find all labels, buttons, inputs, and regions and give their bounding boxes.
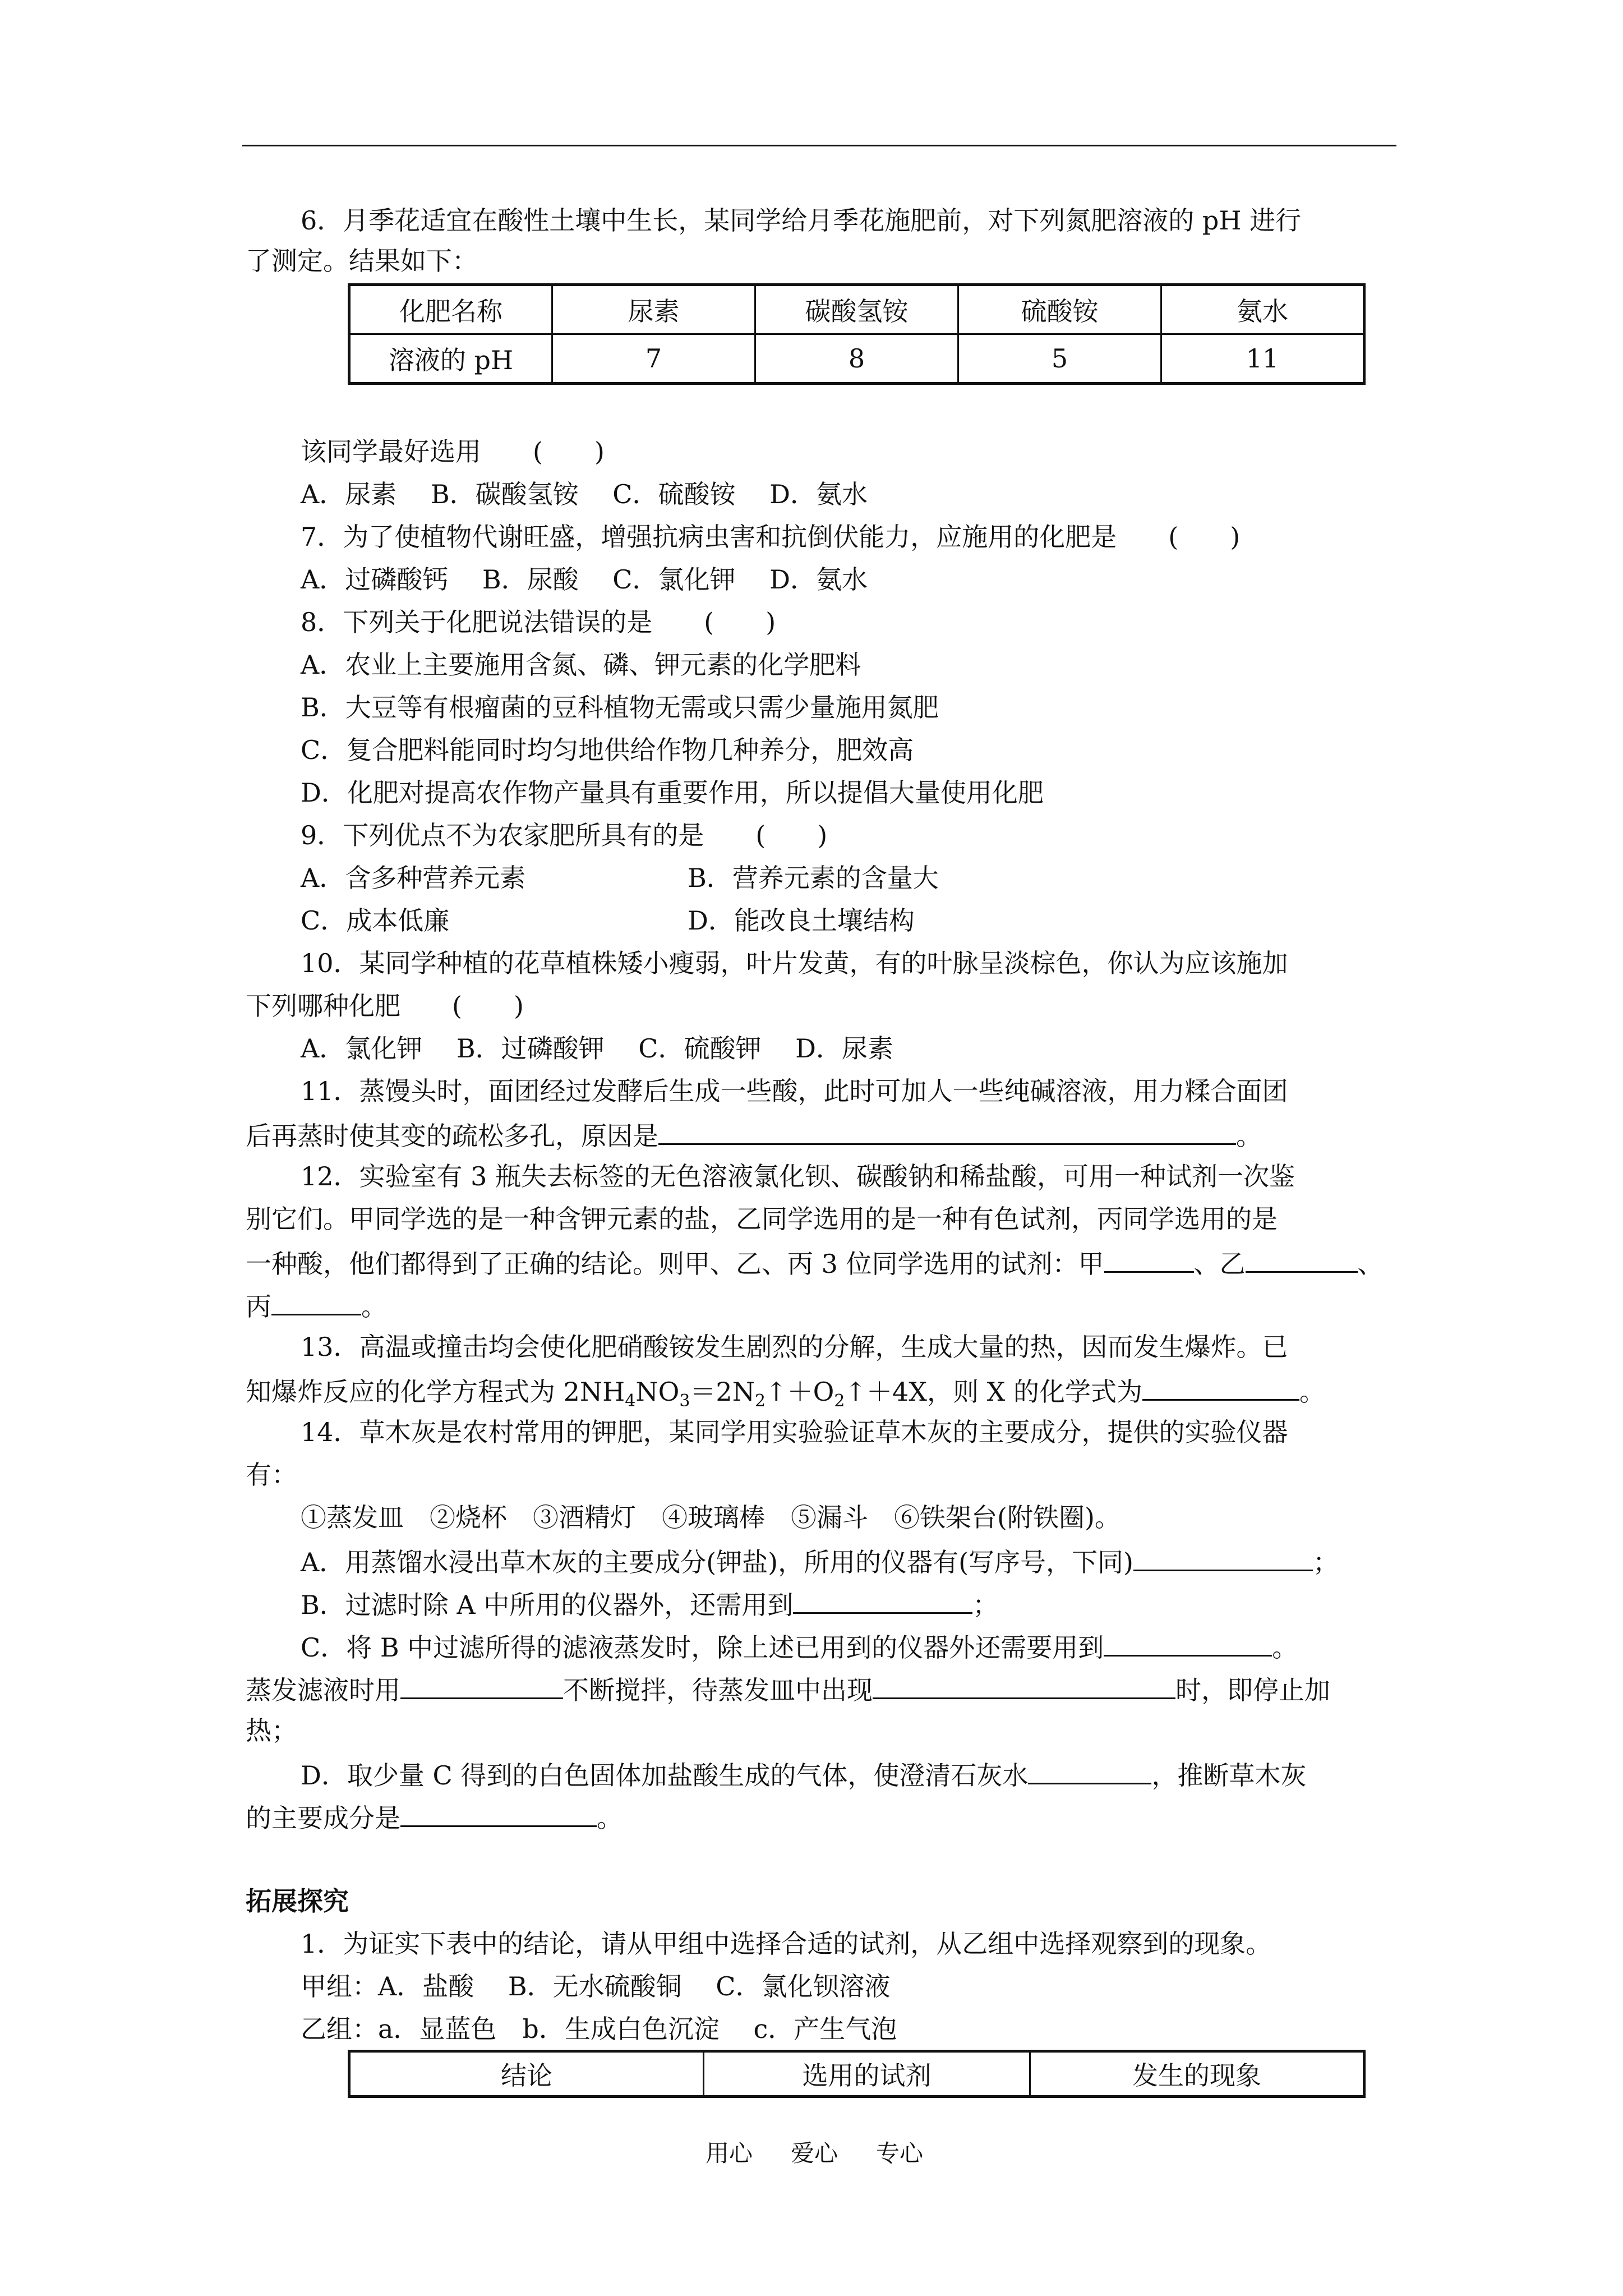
answer-blank[interactable] — [400, 1675, 563, 1699]
table-header: 选用的试剂 — [704, 2051, 1030, 2097]
q14-line1: 14．草木灰是农村常用的钾肥，某同学用实验验证草木灰的主要成分，提供的实验仪器 — [301, 1417, 1288, 1447]
q6-line2: 了测定。结果如下： — [246, 246, 478, 276]
expand-q1: 1．为证实下表中的结论，请从甲组中选择合适的试剂，从乙组中选择观察到的现象。 — [301, 1929, 1272, 1959]
table-cell: 溶液的 pH — [349, 334, 552, 384]
q9-line1: 9．下列优点不为农家肥所具有的是 ( ) — [301, 820, 828, 850]
table-row — [349, 2051, 1364, 2097]
footer-text-3: 专心 — [876, 2139, 924, 2167]
answer-blank[interactable] — [873, 1675, 1175, 1699]
header-rule — [242, 145, 1396, 146]
q8-option-b: B．大豆等有根瘤菌的豆科植物无需或只需少量施用氮肥 — [301, 692, 939, 723]
q14-line2: 有： — [246, 1460, 297, 1490]
answer-blank-bing[interactable] — [271, 1291, 361, 1315]
q11-line2: 后再蒸时使其变的疏松多孔，原因是 。 — [246, 1121, 1262, 1151]
answer-blank-yi[interactable] — [1246, 1249, 1358, 1273]
q8-option-d: D．化肥对提高农作物产量具有重要作用，所以提倡大量使用化肥 — [301, 777, 1044, 808]
answer-blank[interactable] — [793, 1590, 972, 1614]
table-cell: 8 — [755, 334, 958, 384]
footer-text-2: 爱心 — [791, 2139, 838, 2167]
q9-option-b: B．营养元素的含量大 — [688, 863, 939, 893]
table-cell: 碳酸氢铵 — [755, 285, 958, 334]
q7-options: A．过磷酸钙 B．尿酸 C．氯化钾 D．氨水 — [301, 564, 868, 595]
table-cell: 尿素 — [552, 285, 755, 334]
answer-blank[interactable] — [1133, 1547, 1313, 1571]
conclusion-table — [348, 2050, 1366, 2098]
q13-line1: 13．高温或撞击均会使化肥硝酸铵发生剧烈的分解，生成大量的热，因而发生爆炸。已 — [301, 1332, 1288, 1362]
group-jia: 甲组：A．盐酸 B．无水硫酸铜 C．氯化钡溶液 — [301, 1971, 891, 2001]
q14-part-c-line3: 热； — [246, 1715, 297, 1746]
table-header: 结论 — [349, 2051, 704, 2097]
q10-line1: 10．某同学种植的花草植株矮小瘦弱，叶片发黄，有的叶脉呈淡棕色，你认为应该施加 — [301, 948, 1288, 978]
q14-part-d-line2: 的主要成分是 。 — [246, 1803, 623, 1833]
q11-line1: 11．蒸馒头时，面团经过发酵后生成一些酸，此时可加人一些纯碱溶液，用力糅合面团 — [301, 1076, 1288, 1106]
q8-option-c: C．复合肥料能同时均匀地供给作物几种养分，肥效高 — [301, 735, 914, 765]
q6-prompt: 该同学最好选用 ( ) — [301, 436, 605, 467]
table-cell: 氨水 — [1161, 285, 1364, 334]
answer-blank-jia[interactable] — [1104, 1249, 1194, 1273]
q12-line2: 别它们。甲同学选的是一种含钾元素的盐，乙同学选用的是一种有色试剂，丙同学选用的是 — [246, 1204, 1278, 1234]
q12-line1: 12．实验室有 3 瓶失去标签的无色溶液氯化钡、碳酸钠和稀盐酸，可用一种试剂一次鉴 — [301, 1161, 1295, 1191]
q9-option-a: A．含多种营养元素 — [301, 863, 526, 893]
q14-part-d: D．取少量 C 得到的白色固体加盐酸生成的气体，使澄清石灰水 ，推断草木灰 — [301, 1760, 1307, 1791]
section-heading: 拓展探究 — [246, 1886, 349, 1916]
table-cell: 11 — [1161, 334, 1364, 384]
table-header: 发生的现象 — [1030, 2051, 1364, 2097]
group-yi: 乙组：a．显蓝色 b．生成白色沉淀 c．产生气泡 — [301, 2014, 897, 2044]
table-cell: 5 — [958, 334, 1161, 384]
q10-options: A．氯化钾 B．过磷酸钾 C．硫酸钾 D．尿素 — [301, 1033, 893, 1064]
fertilizer-ph-table — [348, 283, 1366, 385]
answer-blank[interactable] — [1104, 1632, 1272, 1657]
q12-line3: 一种酸，他们都得到了正确的结论。则甲、乙、丙 3 位同学选用的试剂：甲 、乙 、 — [246, 1249, 1384, 1279]
q7-line1: 7．为了使植物代谢旺盛，增强抗病虫害和抗倒伏能力，应施用的化肥是 ( ) — [301, 522, 1241, 552]
q14-part-c: C．将 B 中过滤所得的滤液蒸发时，除上述已用到的仪器外还需要用到 。 — [301, 1632, 1298, 1663]
q13-line2: 知爆炸反应的化学方程式为 $2NH_4NO_3=2N_2↑+O_2↑+4X$，则 X 的化学式为 。 — [246, 1377, 1325, 1411]
answer-blank[interactable] — [1142, 1377, 1299, 1401]
q8-option-a: A．农业上主要施用含氮、磷、钾元素的化学肥料 — [301, 650, 861, 680]
footer-text-1: 用心 — [706, 2139, 753, 2167]
q14-part-a: A．用蒸馏水浸出草木灰的主要成分(钾盐)，所用的仪器有(写序号，下同) ； — [301, 1547, 1339, 1577]
table-row — [349, 285, 1364, 334]
q14-part-b: B．过滤时除 A 中所用的仪器外，还需用到 ； — [301, 1590, 999, 1620]
q6-options: A．尿素 B．碳酸氢铵 C．硫酸铵 D．氨水 — [301, 479, 868, 509]
q14-part-c-line2: 蒸发滤液时用 不断搅拌，待蒸发皿中出现 时，即停止加 — [246, 1675, 1330, 1705]
q9-option-d: D．能改良土壤结构 — [688, 905, 915, 936]
q9-option-c: C．成本低廉 — [301, 905, 450, 936]
table-cell: 化肥名称 — [349, 285, 552, 334]
table-cell: 硫酸铵 — [958, 285, 1161, 334]
answer-blank[interactable] — [1028, 1760, 1151, 1784]
table-row — [349, 334, 1364, 384]
q12-line4: 丙 。 — [246, 1291, 387, 1322]
answer-blank[interactable] — [658, 1121, 1236, 1145]
answer-blank[interactable] — [400, 1803, 597, 1827]
q10-line2: 下列哪种化肥 ( ) — [246, 991, 524, 1021]
q8-line1: 8．下列关于化肥说法错误的是 ( ) — [301, 607, 776, 637]
table-cell: 7 — [552, 334, 755, 384]
q14-instruments: ①蒸发皿 ②烧杯 ③酒精灯 ④玻璃棒 ⑤漏斗 ⑥铁架台(附铁圈)。 — [301, 1502, 1121, 1533]
q6-line1: 6．月季花适宜在酸性土壤中生长，某同学给月季花施肥前，对下列氮肥溶液的 pH 进行 — [301, 205, 1302, 236]
